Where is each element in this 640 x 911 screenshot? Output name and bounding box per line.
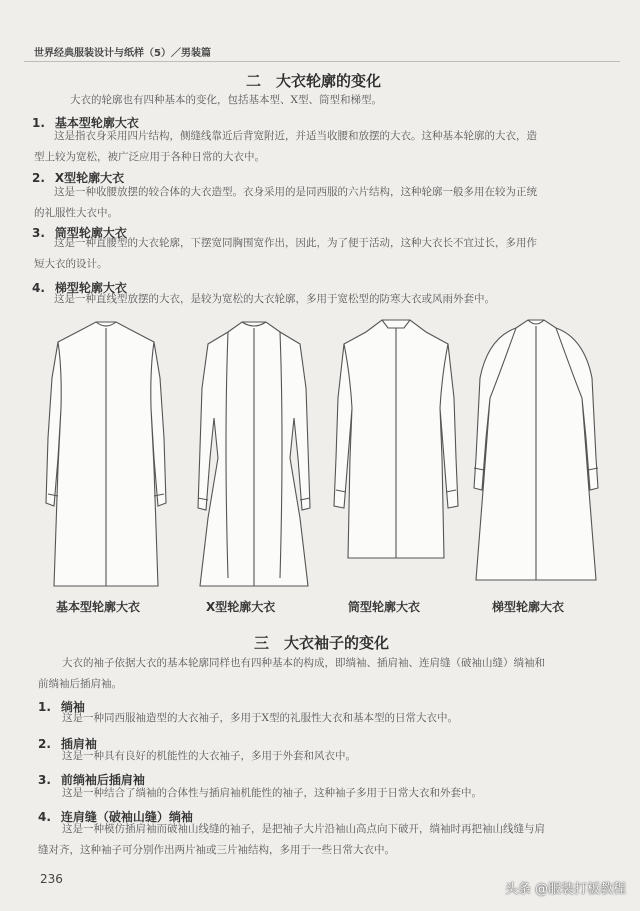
heading-text: 连肩缝（破袖山缝）绱袖 <box>60 810 193 824</box>
trapeze-coat-illustration <box>466 318 606 593</box>
heading-text: 梯型轮廓大衣 <box>54 281 127 295</box>
section3-item1-line1: 这是一种同西服袖造型的大衣袖子，多用于X型的礼服性大衣和基本型的日常大衣中。 <box>62 712 458 724</box>
watermark: 头条 @服装打板教程 <box>504 882 626 897</box>
section3-item3-line1: 这是一种结合了绱袖的合体性与插肩袖机能性的袖子，这种袖子多用于日常大衣和外套中。 <box>62 787 482 799</box>
item-number: 1. <box>32 116 45 130</box>
figure-caption-basic: 基本型轮廓大衣 <box>56 600 141 614</box>
item-number: 3. <box>32 226 45 240</box>
running-head: 世界经典服装设计与纸样（5）／男装篇 <box>34 48 211 59</box>
section2-item2-line2: 的礼服性大衣中。 <box>34 207 118 219</box>
heading-text: 前绱袖后插肩袖 <box>60 773 145 787</box>
section3-title: 三 大衣袖子的变化 <box>254 634 390 652</box>
item-number: 2. <box>32 171 45 185</box>
section2-item2-line1: 这是一种收腰放摆的较合体的大衣造型。衣身采用的是同西服的六片结构，这种轮廓一般多用在较为正统 <box>54 186 537 198</box>
figure-caption-trapeze: 梯型轮廓大衣 <box>492 600 565 614</box>
coat-silhouette-figure <box>36 318 602 618</box>
section3-item4-line1: 这是一种模仿插肩袖而破袖山线缝的袖子，是把袖子大片沿袖山高点向下破开，绱袖时再把袖山线缝与肩 <box>62 823 545 835</box>
section3-item2-line1: 这是一种具有良好的机能性的大衣袖子，多用于外套和风衣中。 <box>62 750 356 762</box>
item-number: 4. <box>32 281 45 295</box>
heading-text: 筒型轮廓大衣 <box>54 226 127 240</box>
heading-text: 基本型轮廓大衣 <box>54 116 139 130</box>
heading-text: 插肩袖 <box>60 737 97 751</box>
section2-item1-line2: 型上较为宽松，被广泛应用于各种日常的大衣中。 <box>34 151 265 163</box>
section2-intro: 大衣的轮廓也有四种基本的变化，包括基本型、X型、筒型和梯型。 <box>70 94 382 106</box>
item-number: 1. <box>38 700 51 714</box>
header-rule <box>24 61 620 62</box>
section3-intro-line2: 前绱袖后插肩袖。 <box>38 678 122 690</box>
item-number: 2. <box>38 737 51 751</box>
straight-coat-illustration <box>326 318 466 593</box>
item-number: 3. <box>38 773 51 787</box>
basic-coat-illustration <box>36 318 176 593</box>
section2-item3-line2: 短大衣的设计。 <box>34 258 108 270</box>
page-number: 236 <box>40 872 63 886</box>
figure-caption-straight: 筒型轮廓大衣 <box>348 600 421 614</box>
section3-intro-line1: 大衣的袖子依据大衣的基本轮廓同样也有四种基本的构成，即绱袖、插肩袖、连肩缝（破袖山缝）绱袖和 <box>62 657 545 669</box>
x-coat-illustration <box>184 318 324 593</box>
section2-item3-line1: 这是一种直腰型的大衣轮廓，下摆宽同胸围宽作出，因此，为了便于活动，这种大衣长不宜过长，多用作 <box>54 237 537 249</box>
heading-text: 绱袖 <box>60 700 85 714</box>
section2-item1-line1: 这是指衣身采用四片结构，侧缝线靠近后背宽附近，并适当收腰和放摆的大衣。这种基本轮廓的大衣，造 <box>54 130 537 142</box>
figure-caption-x: X型轮廓大衣 <box>206 600 276 614</box>
section2-title: 二 大衣轮廓的变化 <box>246 72 382 90</box>
section3-item4-line2: 缝对齐，这种袖子可分别作出两片袖或三片袖结构，多用于一些日常大衣中。 <box>38 844 395 856</box>
item-number: 4. <box>38 810 51 824</box>
section2-item4-line1: 这是一种直线型放摆的大衣，是较为宽松的大衣轮廓，多用于宽松型的防寒大衣或风雨外套中。 <box>54 293 495 305</box>
heading-text: X型轮廓大衣 <box>54 171 125 185</box>
